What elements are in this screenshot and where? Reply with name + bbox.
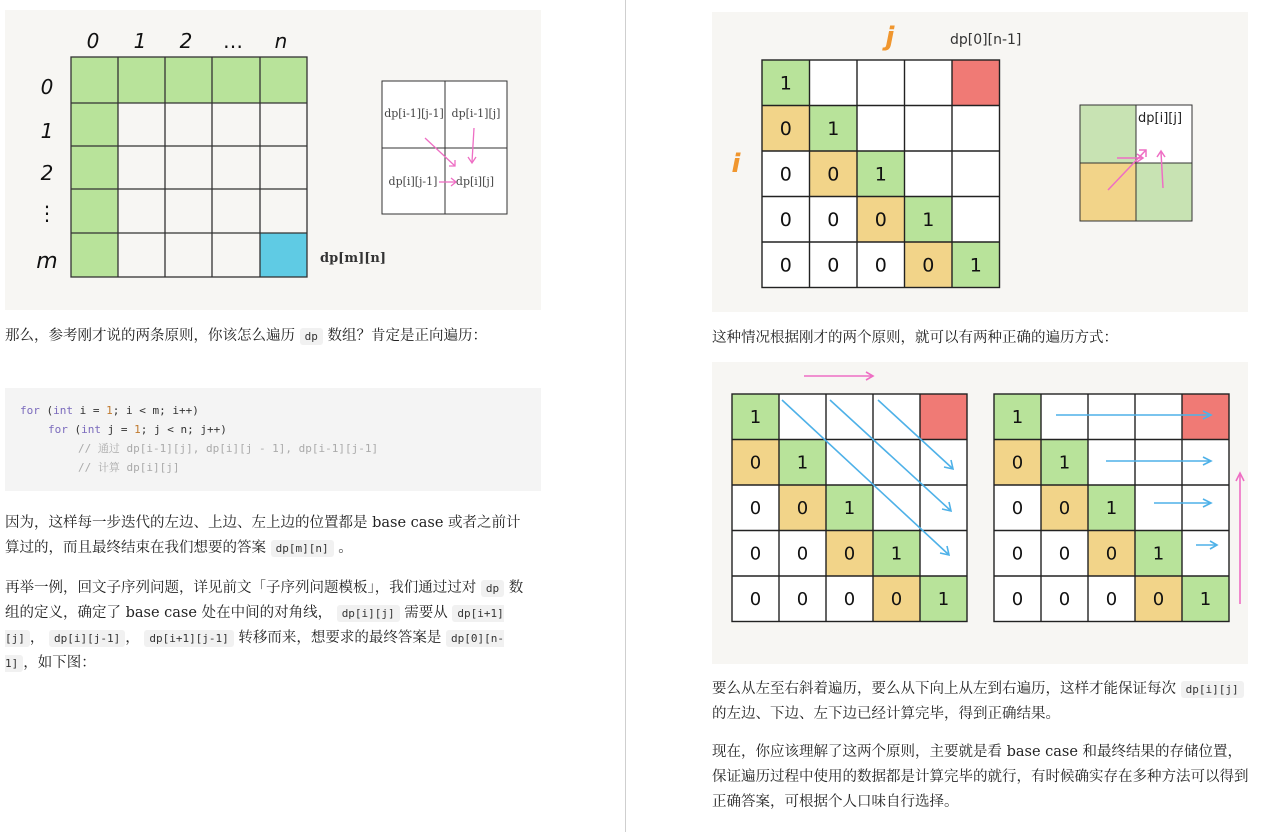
cell-value: 1: [1105, 498, 1118, 520]
j-axis-label: j: [885, 22, 895, 52]
grid-target-cell: [260, 233, 307, 277]
grid-cell: [1088, 440, 1135, 486]
figure-palindrome-dp-table: [712, 12, 1248, 312]
cell-value: 1: [922, 209, 935, 232]
grid-cell: [1182, 531, 1229, 577]
grid-cell: [1041, 394, 1088, 440]
grid-cell: [905, 60, 953, 106]
text: 要么从左至右斜着遍历，要么从下向上从左到右遍历，这样才能保证每次: [712, 681, 1176, 697]
cell-value: 1: [843, 498, 856, 520]
code-comment: // 计算 dp[i][j]: [78, 461, 180, 474]
paragraph-explanation: [5, 511, 535, 561]
row-header: 2: [40, 161, 54, 185]
col-header: n: [274, 29, 288, 53]
cell-value: 0: [827, 254, 840, 277]
text: ，: [29, 630, 45, 646]
text: 转移而来，想要求的最终答案是: [238, 630, 442, 646]
grid-cell: [1088, 394, 1135, 440]
cell-value: 0: [1058, 589, 1071, 611]
col-header: 1: [133, 29, 147, 53]
paragraph-conclusion: 现在，你应该理解了这两个原则，主要就是看 base case 和最终结果的存储位置，保证遍历过程中使用的数据都是计算完毕的就行，有时候确实存在多种方法可以得到正确答案，可根据个人口味自行选择。: [712, 744, 1249, 810]
palindrome-dp-svg: [712, 12, 1248, 312]
mini-top-right: dp[i-1][j]: [451, 107, 501, 120]
direction-arrow-left-to-right: [804, 372, 873, 380]
grid-cell: [920, 485, 967, 531]
row-header: m: [36, 249, 58, 274]
cell-value: 0: [1058, 498, 1071, 520]
grid-cell: [1182, 394, 1229, 440]
grid-cell: [857, 60, 905, 106]
grid-cell: [952, 197, 1000, 243]
row-header: ⋮: [37, 201, 57, 225]
right-page: [626, 0, 1280, 832]
text: 再举一例，回文子序列问题，详见前文「子序列问题模板」，我们通过过对: [5, 580, 477, 596]
dp-grid-mn-svg: [5, 10, 541, 310]
cell-value: 0: [779, 209, 792, 232]
figure-traversal-orders: [712, 362, 1248, 664]
mini-top-left: dp[i-1][j-1]: [384, 107, 444, 120]
cell-value: 0: [796, 589, 809, 611]
cell-value: 0: [843, 543, 856, 565]
traversal-orders-svg: [712, 362, 1248, 664]
inline-code: dp[i][j]: [337, 605, 400, 622]
grid-cell: [779, 394, 826, 440]
cell-value: 1: [796, 452, 809, 474]
cell-value: 0: [749, 498, 762, 520]
grid-cell: [810, 60, 858, 106]
cell-value: 0: [1105, 543, 1118, 565]
cell-value: 0: [749, 543, 762, 565]
inline-code: dp: [481, 580, 504, 597]
cell-value: 0: [827, 163, 840, 186]
grid-base-col: [71, 57, 118, 277]
grid-cell: [905, 106, 953, 152]
grid-cell: [1135, 485, 1182, 531]
grid-cell: [920, 440, 967, 486]
text: 那么，参考刚才说的两条原则，你该怎么遍历: [5, 328, 295, 344]
grid-cell: [952, 151, 1000, 197]
grid-cell: [1135, 394, 1182, 440]
mini-dependency-diagram: [382, 81, 507, 214]
cell-value: 1: [779, 72, 792, 95]
direction-arrow-bottom-to-top: [1236, 473, 1244, 604]
inline-code: dp[i+1][j-1]: [144, 630, 233, 647]
mini-bottom-right: dp[i][j]: [455, 175, 495, 188]
cell-value: 0: [874, 254, 887, 277]
inline-code: dp[m][n]: [271, 540, 334, 557]
inline-code: dp[i][j]: [1181, 681, 1244, 698]
cell-value: 0: [843, 589, 856, 611]
text: ，如下图：: [23, 655, 96, 671]
row-header: 0: [40, 75, 54, 99]
inline-code: dp[i][j-1]: [49, 630, 125, 647]
code-block: [5, 388, 541, 491]
target-label: dp[0][n-1]: [950, 32, 1022, 48]
grid-cell: [857, 106, 905, 152]
cell-value: 0: [796, 498, 809, 520]
cell-value: 1: [874, 163, 887, 186]
mini-dependency-diagram: [1080, 105, 1192, 221]
cell-value: 1: [1058, 452, 1071, 474]
cell-value: 0: [874, 209, 887, 232]
code-line: for (int i = 1; i < m; i++): [20, 404, 199, 417]
cell-value: 0: [1011, 543, 1024, 565]
cell-value: 0: [779, 254, 792, 277]
grid-cell: [905, 151, 953, 197]
text: 。: [338, 540, 353, 556]
cell-value: 0: [779, 163, 792, 186]
mini-label: dp[i][j]: [1138, 111, 1183, 126]
code-comment: // 通过 dp[i-1][j], dp[i][j - 1], dp[i-1][j-1]: [78, 442, 379, 455]
paragraph-palindrome-example: [5, 576, 535, 676]
i-axis-label: i: [731, 149, 741, 179]
cell-value: 1: [969, 254, 982, 277]
cell-value: 0: [922, 254, 935, 277]
inline-code: dp[0][n-1]: [5, 632, 505, 670]
cell-value: 0: [1011, 589, 1024, 611]
cell-value: 1: [1152, 543, 1165, 565]
figure-dp-grid-mn: [5, 10, 541, 310]
cell-value: 0: [1152, 589, 1165, 611]
mini-bottom-left: dp[i][j-1]: [388, 175, 438, 188]
text: 需要从: [404, 605, 448, 621]
grid-cell: [920, 394, 967, 440]
cell-value: 1: [827, 118, 840, 141]
grid-cell: [952, 60, 1000, 106]
paragraph-two-ways: 这种情况根据刚才的两个原则，就可以有两种正确的遍历方式：: [712, 330, 1118, 346]
cell-value: 1: [937, 589, 950, 611]
inline-code: dp[i+1][j]: [5, 607, 504, 645]
inline-code: dp: [300, 328, 323, 345]
cell-value: 0: [1011, 452, 1024, 474]
grid-cell: [1182, 440, 1229, 486]
paragraph-traversal-question: [5, 324, 535, 349]
code-line: for (int j = 1; j < n; j++): [48, 423, 227, 436]
left-page: [0, 0, 625, 832]
row-header: 1: [40, 119, 54, 143]
paragraph-traversal-explanation: [712, 677, 1252, 727]
grid-cell: [952, 106, 1000, 152]
text: 因为，这样每一步迭代的左边、上边、左上边的位置都是 base case 或者之前计算过的，而且最终结束在我们想要的答案: [5, 515, 521, 556]
cell-value: 0: [749, 589, 762, 611]
text: 的左边、下边、左下边已经计算完毕，得到正确结果。: [712, 706, 1060, 722]
text: 数组？肯定是正向遍历：: [327, 328, 487, 344]
cell-value: 0: [796, 543, 809, 565]
cell-value: 0: [779, 118, 792, 141]
cell-value: 1: [1199, 589, 1212, 611]
cell-value: 0: [1011, 498, 1024, 520]
cell-value: 0: [749, 452, 762, 474]
cell-value: 0: [1105, 589, 1118, 611]
grid-cell: [1182, 485, 1229, 531]
target-label: dp[m][n]: [320, 251, 386, 266]
cell-value: 1: [1011, 407, 1024, 429]
col-header: 0: [86, 29, 100, 53]
col-header: …: [223, 29, 243, 53]
col-header: 2: [179, 29, 193, 53]
cell-value: 0: [890, 589, 903, 611]
cell-value: 1: [749, 407, 762, 429]
grid-cell: [1135, 440, 1182, 486]
text: ，: [125, 630, 140, 646]
cell-value: 1: [890, 543, 903, 565]
cell-value: 0: [827, 209, 840, 232]
cell-value: 0: [1058, 543, 1071, 565]
text: 数组的定义，确定了 base case 处在中间的对角线，: [5, 580, 524, 621]
